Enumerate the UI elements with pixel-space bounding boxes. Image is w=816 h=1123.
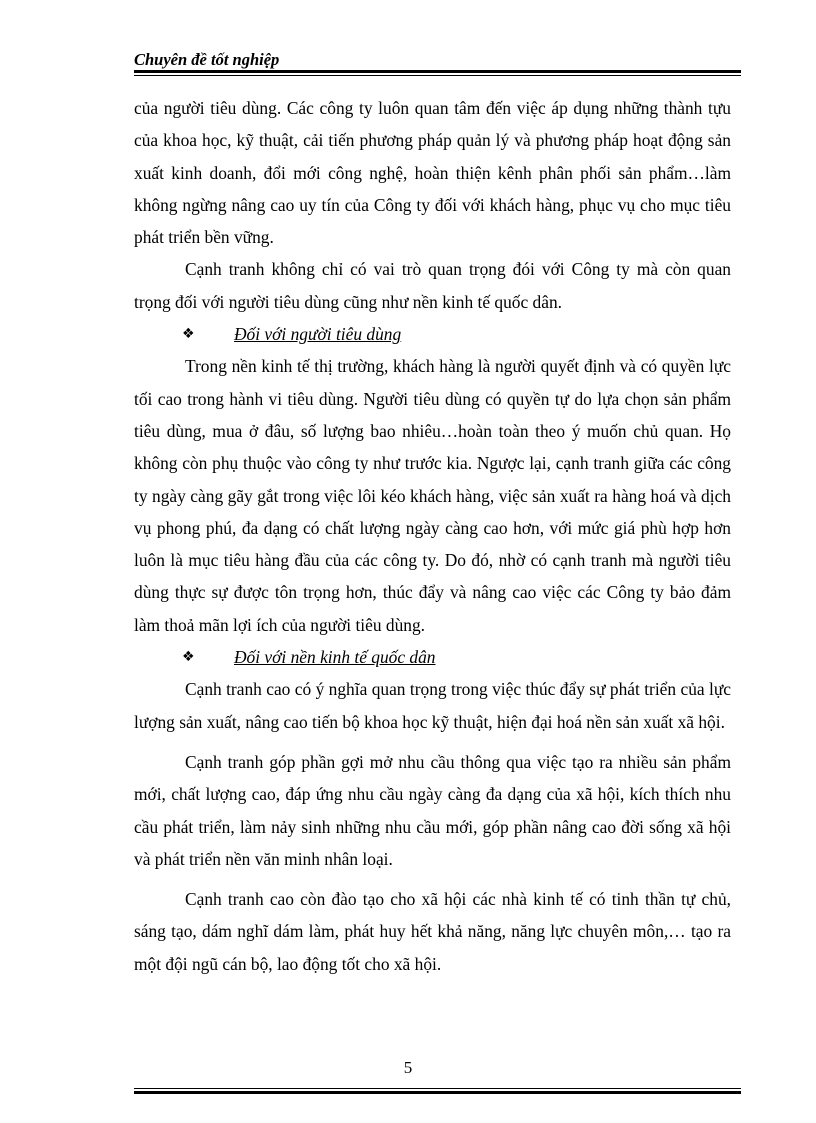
paragraph: Cạnh tranh góp phần gợi mở nhu cầu thông qua việc tạo ra nhiều sản phẩm mới, chất lượng cao, đáp ứng nhu cầu ngày càng đa dạng của xã hội, kích thích nhu cầu phát triển, làm nảy sinh những nhu cầu mới, góp phần nâng cao đời sống xã hội và phát triển nền văn minh nhân loại.	[134, 751, 731, 869]
paragraph: Cạnh tranh không chỉ có vai trò quan trọng đói với Công ty mà còn quan trọng đối với người tiêu dùng cũng như nền kinh tế quốc dân.	[134, 259, 731, 312]
diamond-bullet-icon: ❖	[182, 649, 195, 666]
section-heading-text: Đối với nền kinh tế quốc dân	[234, 647, 436, 668]
section-heading-consumers	[134, 318, 731, 350]
paragraph: Cạnh tranh cao còn đào tạo cho xã hội các nhà kinh tế có tinh thần tự chủ, sáng tạo, dám nghĩ dám làm, phát huy hết khả năng, năng lực chuyên môn,… tạo ra một đội ngũ cán bộ, lao động tốt cho xã hội.	[134, 889, 731, 974]
page-header	[134, 48, 741, 72]
diamond-bullet-icon: ❖	[182, 326, 195, 343]
page-number: 5	[403, 1058, 413, 1077]
header-rule-thin	[134, 75, 741, 76]
footer-rule-thick	[134, 1091, 741, 1094]
header-rule-thick	[134, 70, 741, 73]
body-text	[134, 92, 731, 980]
footer-rule-thin	[134, 1088, 741, 1089]
section-heading-text: Đối với người tiêu dùng	[234, 324, 402, 345]
paragraph: Trong nền kinh tế thị trường, khách hàng là người quyết định và có quyền lực tối cao trong hành vi tiêu dùng. Người tiêu dùng có quyền tự do lựa chọn sản phẩm tiêu dùng, mua ở đâu, số lượng bao nhiêu…hoàn toàn theo ý muốn chủ quan. Họ không còn phụ thuộc vào công ty như trước kia. Ngược lại, cạnh tranh giữa các công ty ngày càng gãy gắt trong việc lôi kéo khách hàng, việc sản xuất ra hàng hoá và dịch vụ phong phú, đa dạng có chất lượng ngày càng cao hơn, với mức giá phù hợp hơn luôn là mục tiêu hàng đầu của các công ty. Do đó, nhờ có cạnh tranh mà người tiêu dùng thực sự được tôn trọng hơn, thúc đẩy và nâng cao việc các Công ty bảo đảm làm thoả mãn lợi ích của người tiêu dùng.	[134, 356, 731, 635]
paragraph: Cạnh tranh cao có ý nghĩa quan trọng trong việc thúc đẩy sự phát triển của lực lượng sản xuất, nâng cao tiến bộ khoa học kỹ thuật, hiện đại hoá nền sản xuất xã hội.	[134, 679, 731, 732]
section-heading-economy	[134, 641, 731, 673]
header-title: Chuyên đề tốt nghiệp	[134, 50, 280, 69]
paragraph: của người tiêu dùng. Các công ty luôn quan tâm đến việc áp dụng những thành tựu của khoa học, kỹ thuật, cải tiến phương pháp quản lý và phương pháp hoạt động sản xuất kinh doanh, đổi mới công nghệ, hoàn thiện kênh phân phối sản phẩm…làm không ngừng nâng cao uy tín của Công ty đối với khách hàng, phục vụ cho mục tiêu phát triển bền vững.	[134, 98, 731, 248]
